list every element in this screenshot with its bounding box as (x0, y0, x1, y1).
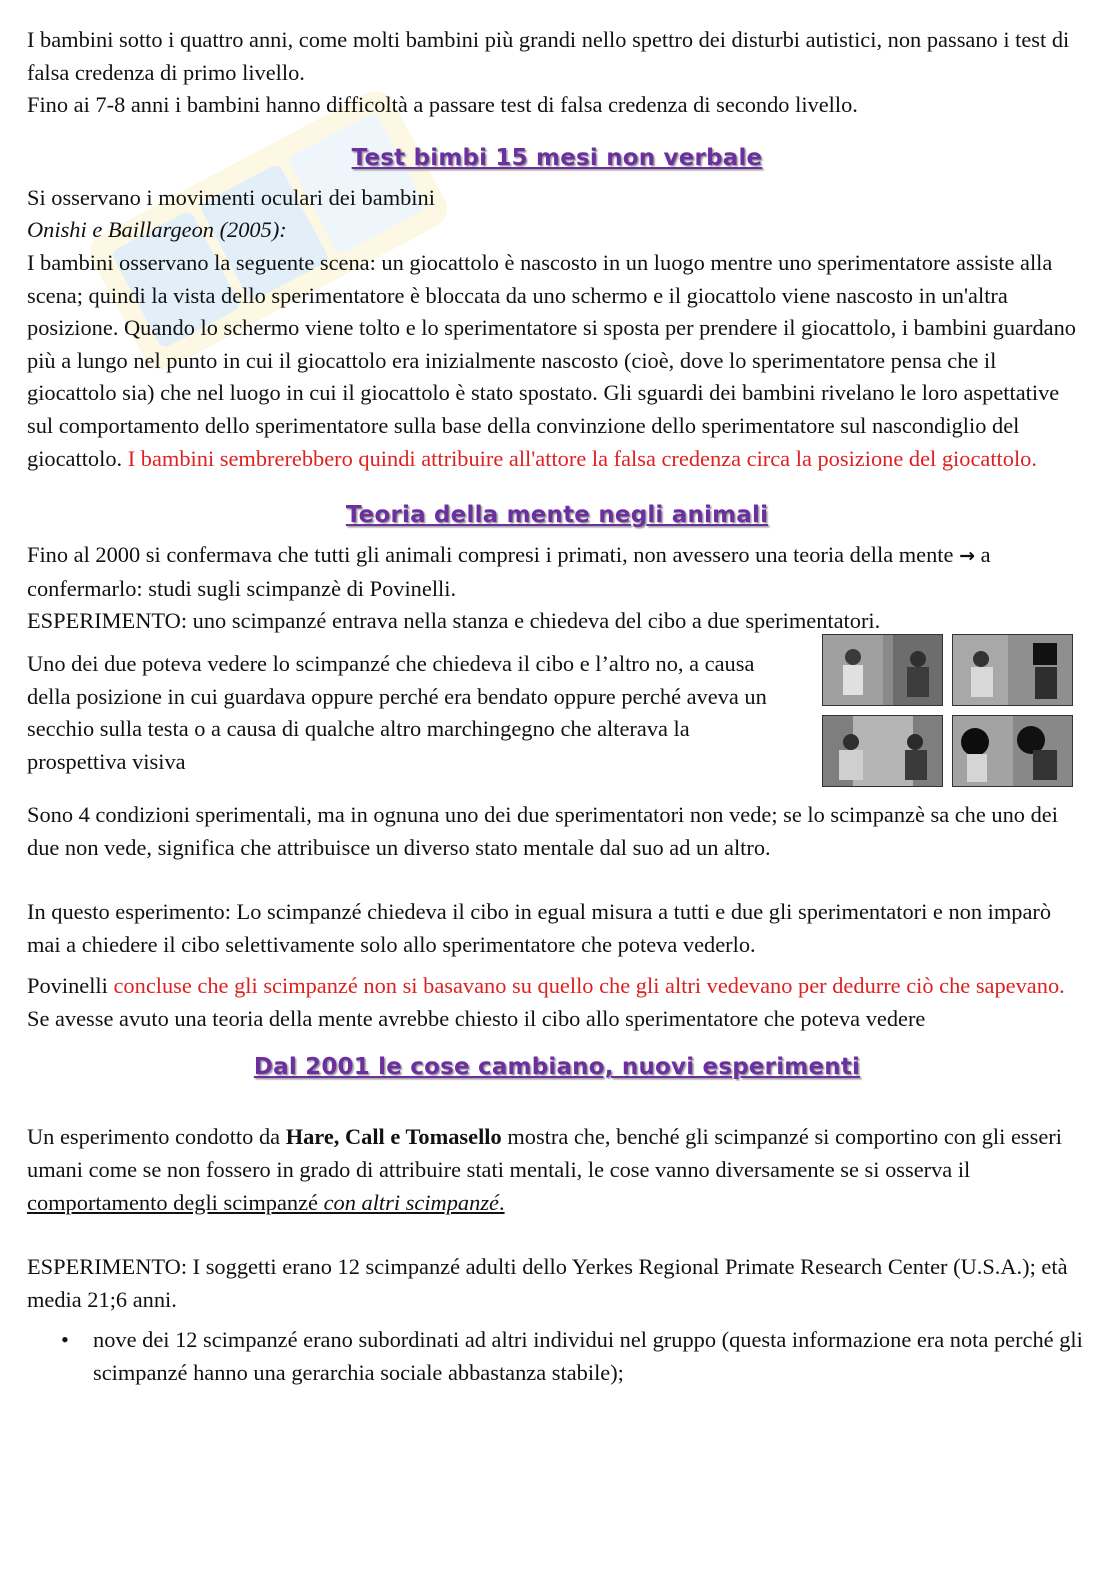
citation-text: Onishi e Baillargeon (2005): (27, 217, 287, 243)
section2-p1-text-b: a confermarlo: studi sugli scimpanzè di Povinelli. (27, 542, 991, 601)
photo-experimenter-back-turned (822, 715, 943, 787)
section2-paragraph-6 (27, 970, 1087, 1003)
section-heading-teoria-mente: Teoria della mente negli animali (345, 502, 769, 529)
photo-experimenter-bucket (952, 634, 1073, 706)
section3-p1-text-b: mostra che, benché gli scimpanzé si comportino con gli esseri umani come se non fossero in grado di attribuire stati mentali, le cose vanno diversamente se si osserva il (27, 1124, 1062, 1183)
povinelli-name: Povinelli (27, 973, 108, 999)
photo-experimenter-blindfold (822, 634, 943, 706)
section3-underlined-italic: con altri scimpanzé (323, 1189, 499, 1215)
section1-citation (27, 214, 1087, 247)
section2-paragraph-1 (27, 539, 1087, 605)
section1-line1: Si osservano i movimenti oculari dei bambini (27, 184, 435, 210)
section2-paragraph-4: Sono 4 condizioni sperimentali, ma in ognuna uno dei due sperimentatori non vede; se lo scimpanzè sa che uno dei due non vede, significa che attribuisce un diverso stato mentale dal suo ad un altro. (27, 801, 1058, 860)
section3-underlined-text: comportamento degli scimpanzé (27, 1189, 318, 1215)
photo-experimenter-screen (952, 715, 1073, 787)
authors-bold: Hare, Call e Tomasello (285, 1124, 502, 1150)
section3-p1-text-a: Un esperimento condotto da (27, 1124, 281, 1150)
section1-body-text: I bambini osservano la seguente scena: un giocattolo è nascosto in un luogo mentre uno sperimentatore assiste alla scena; quindi la vista dello sperimentatore è bloccata da uno schermo e il giocattolo viene nascosto in un'altra posizione. Quando lo schermo viene tolto e lo sperimentatore si sposta per prendere il giocattolo, i bambini guardano più a lungo nel punto in cui il giocattolo era inizialmente nascosto (cioè, dove lo sperimentatore pensa che il giocattolo sia) che nel luogo in cui il giocattolo è stato spostato. Gli sguardi dei bambini rivelano le loro aspettative sul comportamento dello sperimentatore sulla base della convinzione dello sperimentatore sul nascondiglio del giocattolo. (27, 249, 1076, 471)
section2-paragraph-3: Uno dei due poteva vedere lo scimpanzé che chiedeva il cibo e l’altro no, a causa della posizione in cui guardava oppure perché era bendato oppure perché aveva un secchio sulla testa o a causa di qualche altro marchingegno che alterava la prospettiva visiva (27, 650, 767, 774)
intro-paragraph-1: I bambini sotto i quattro anni, come molti bambini più grandi nello spettro dei disturbi autistici, non passano i test di falsa credenza di primo livello. (27, 27, 1070, 85)
list-item: • nove dei 12 scimpanzé erano subordinati ad altri individui nel gruppo (questa informazione era nota perché gli scimpanzé hanno una gerarchia sociale abbastanza stabile); (93, 1324, 1087, 1389)
section2-paragraph-5: In questo esperimento: Lo scimpanzé chiedeva il cibo in egual misura a tutti e due gli sperimentatori e non imparò mai a chiedere il cibo selettivamente solo allo sperimentatore che poteva vederlo. (27, 899, 1052, 957)
section3-bullet-list (27, 1324, 1087, 1389)
section2-p1-text-a: Fino al 2000 si confermava che tutti gli animali compresi i primati, non avessero una teoria della mente (27, 542, 954, 568)
section3-underlined-period: . (498, 1189, 505, 1215)
section1-body (27, 247, 1087, 475)
section2-experiment: ESPERIMENTO: uno scimpanzé entrava nella stanza e chiedeva del cibo a due sperimentatori. (27, 608, 881, 634)
section2-conclusion-highlight: concluse che gli scimpanzé non si basavano su quello che gli altri vedevano per dedurre ciò che sapevano. (113, 973, 1065, 999)
section3-paragraph-1 (27, 1121, 1087, 1219)
arrow-right-icon: → (959, 545, 975, 568)
experiment-with-photos (27, 648, 1087, 787)
intro-paragraph-2: Fino ai 7-8 anni i bambini hanno difficoltà a passare test di falsa credenza di secondo livello. (27, 92, 858, 118)
experiment-photo-grid (822, 634, 1073, 787)
section3-underlined (27, 1190, 505, 1215)
section-heading-test-bimbi: Test bimbi 15 mesi non verbale (351, 144, 763, 171)
section-heading-dal-2001: Dal 2001 le cose cambiano, nuovi esperimenti (253, 1054, 861, 1081)
section2-paragraph-7: Se avesse avuto una teoria della mente avrebbe chiesto il cibo allo sperimentatore che poteva vedere (27, 1005, 926, 1031)
document-page (27, 24, 1087, 1390)
section3-paragraph-2: ESPERIMENTO: I soggetti erano 12 scimpanzé adulti dello Yerkes Regional Primate Research Center (U.S.A.); età media 21;6 anni. (27, 1254, 1068, 1312)
section1-body-highlight: I bambini sembrerebbero quindi attribuire all'attore la falsa credenza circa la posizione del giocattolo. (127, 445, 1037, 471)
